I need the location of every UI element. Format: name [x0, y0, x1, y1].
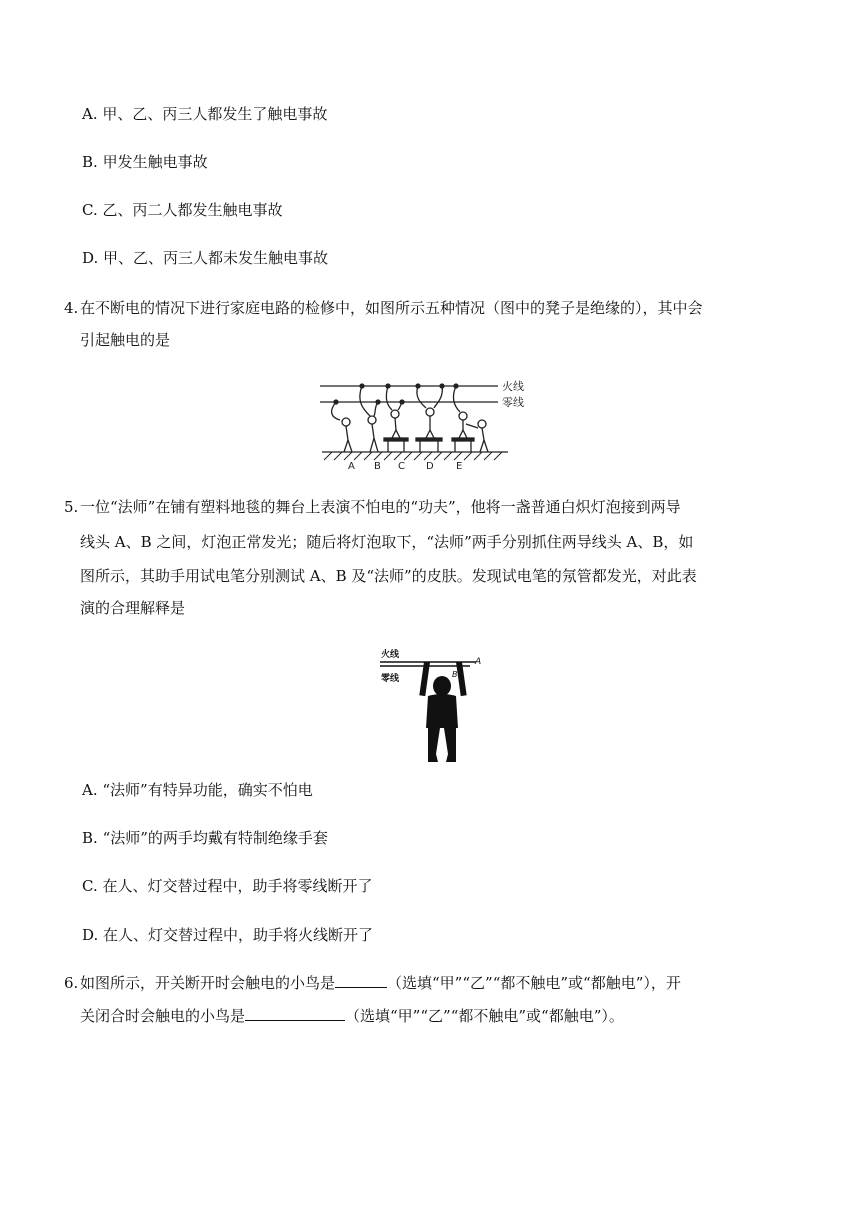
q4-neutral-label: 零线 [502, 396, 524, 409]
q5-option-d: D. 在人、灯交替过程中，助手将火线断开了 [82, 926, 374, 944]
q5-performer-silhouette [419, 662, 466, 762]
q6-answer-blank-1[interactable] [335, 973, 387, 988]
q5-number: 5. [64, 498, 79, 516]
q4-case-label-d: D [426, 461, 434, 472]
q4-case-label-c: C [398, 461, 405, 472]
q4-case-label-e: E [456, 461, 463, 472]
q6-number: 6. [64, 974, 79, 992]
q5-text-line3: 图所示，其助手用试电笔分别测试 A、B 及“法师”的皮肤。发现试电笔的氖管都发光，对此表 [80, 567, 697, 585]
q5-neutral-label: 零线 [381, 674, 400, 684]
q4-text-line1: 在不断电的情况下进行家庭电路的检修中，如图所示五种情况（图中的凳子是绝缘的），其中会 [80, 299, 703, 317]
q4-case-label-b: B [374, 461, 381, 472]
q4-number: 4. [64, 299, 79, 317]
q4-live-label: 火线 [502, 380, 524, 393]
q5-text-line1: 一位“法师”在铺有塑料地毯的舞台上表演不怕电的“功夫”，他将一盏普通白炽灯泡接到两导 [80, 498, 681, 516]
q5-option-b: B. “法师”的两手均戴有特制绝缘手套 [82, 829, 328, 847]
q5-live-label: 火线 [381, 650, 400, 660]
q3-option-b: B. 甲发生触电事故 [82, 153, 208, 171]
q6-text-line2: 关闭合时会触电的小鸟是 （选填“甲”“乙”“都不触电”或“都触电”）。 [80, 1007, 624, 1025]
q6-text-line1: 如图所示，开关断开时会触电的小鸟是 （选填“甲”“乙”“都不触电”或“都触电”），开 [80, 974, 681, 992]
q4-case-label-a: A [348, 461, 355, 472]
q3-option-a: A. 甲、乙、丙三人都发生了触电事故 [82, 105, 328, 123]
q5-option-c: C. 在人、灯交替过程中，助手将零线断开了 [82, 877, 373, 895]
q5-text-line2: 线头 A、B 之间，灯泡正常发光；随后将灯泡取下，“法师”两手分别抓住两导线头 A、B，如 [80, 533, 694, 551]
q3-option-d: D. 甲、乙、丙三人都未发生触电事故 [82, 249, 329, 267]
q4-circuit-figure [318, 376, 548, 472]
q3-option-c: C. 乙、丙二人都发生触电事故 [82, 201, 283, 219]
q4-text-line2: 引起触电的是 [80, 331, 171, 349]
q5-option-a: A. “法师”有特异功能，确实不怕电 [82, 781, 313, 799]
q6-answer-blank-2[interactable] [245, 1006, 345, 1021]
q5-point-b: B [452, 670, 458, 679]
q5-performer-figure [378, 644, 518, 766]
q5-text-line4: 演的合理解释是 [80, 599, 186, 617]
q5-point-a: A [475, 657, 482, 667]
